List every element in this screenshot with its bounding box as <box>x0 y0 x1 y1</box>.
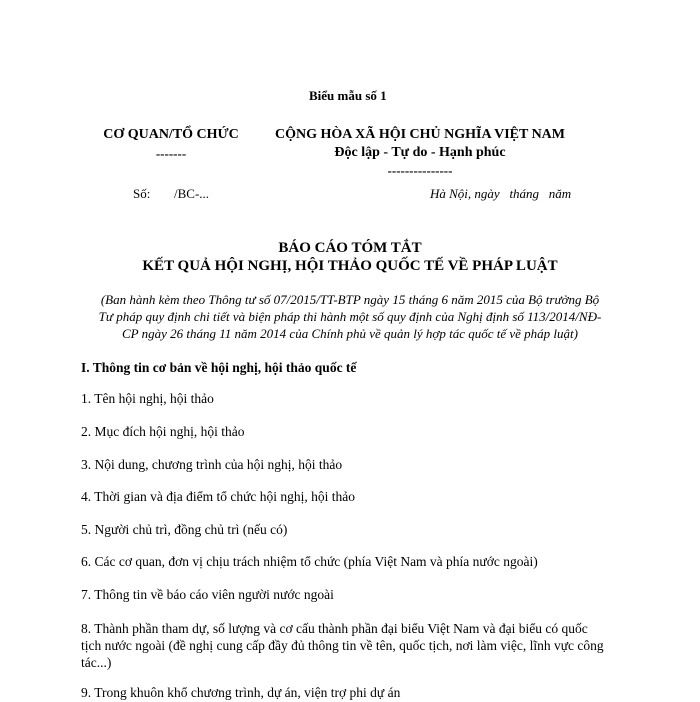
list-item: 8. Thành phần tham dự, số lượng và cơ cấu thành phần đại biểu Việt Nam và đại biểu có quốc <box>81 621 588 636</box>
list-item: 6. Các cơ quan, đơn vị chịu trách nhiệm tổ chức (phía Việt Nam và phía nước ngoài) <box>81 554 538 569</box>
list-item: 1. Tên hội nghị, hội thảo <box>81 391 214 406</box>
report-title: BÁO CÁO TÓM TẮT <box>278 240 422 256</box>
list-item-continued: tác...) <box>81 655 112 670</box>
list-item: 5. Người chủ trì, đồng chủ trì (nếu có) <box>81 522 288 537</box>
nation-motto: Độc lập - Tự do - Hạnh phúc <box>334 145 506 160</box>
list-item: 4. Thời gian và địa điểm tổ chức hội nghị, hội thảo <box>81 489 356 504</box>
list-item: 2. Mục đích hội nghị, hội thảo <box>81 424 245 439</box>
document-number: /BC-... <box>174 186 210 201</box>
form-label: Biểu mẫu số 1 <box>309 88 387 103</box>
intro-line: (Ban hành kèm theo Thông tư số 07/2015/TT-BTP ngày 15 tháng 6 năm 2015 của Bộ trưởng Bộ <box>100 292 600 307</box>
place-date: Hà Nội, ngày tháng năm <box>430 186 572 201</box>
list-item: 3. Nội dung, chương trình của hội nghị, hội thảo <box>81 457 343 472</box>
report-subtitle: KẾT QUẢ HỘI NGHỊ, HỘI THẢO QUỐC TẾ VỀ PHÁP LUẬT <box>142 258 558 274</box>
nation-title: CỘNG HÒA XÃ HỘI CHỦ NGHĨA VIỆT NAM <box>274 127 565 142</box>
motto-dashes: --------------- <box>387 163 453 178</box>
list-item-continued: tịch nước ngoài (đề nghị cung cấp đầy đủ thông tin về tên, quốc tịch, nơi làm việc, lĩnh vực công <box>81 638 604 653</box>
intro-line: Tư pháp quy định chi tiết và biện pháp thi hành một số quy định của Nghị định số 113/2014/NĐ- <box>98 309 602 324</box>
agency-title: CƠ QUAN/TỔ CHỨC <box>103 127 239 142</box>
section-heading: I. Thông tin cơ bản về hội nghị, hội thảo quốc tế <box>81 360 357 375</box>
agency-dashes: ------- <box>155 146 187 161</box>
document-number-label: Số: <box>133 186 151 201</box>
intro-line: CP ngày 26 tháng 11 năm 2014 của Chính phủ về quản lý hợp tác quốc tế về pháp luật) <box>122 326 578 341</box>
list-item: 9. Trong khuôn khổ chương trình, dự án, viện trợ phi dự án <box>81 685 401 700</box>
list-item: 7. Thông tin về báo cáo viên người nước ngoài <box>81 587 334 602</box>
